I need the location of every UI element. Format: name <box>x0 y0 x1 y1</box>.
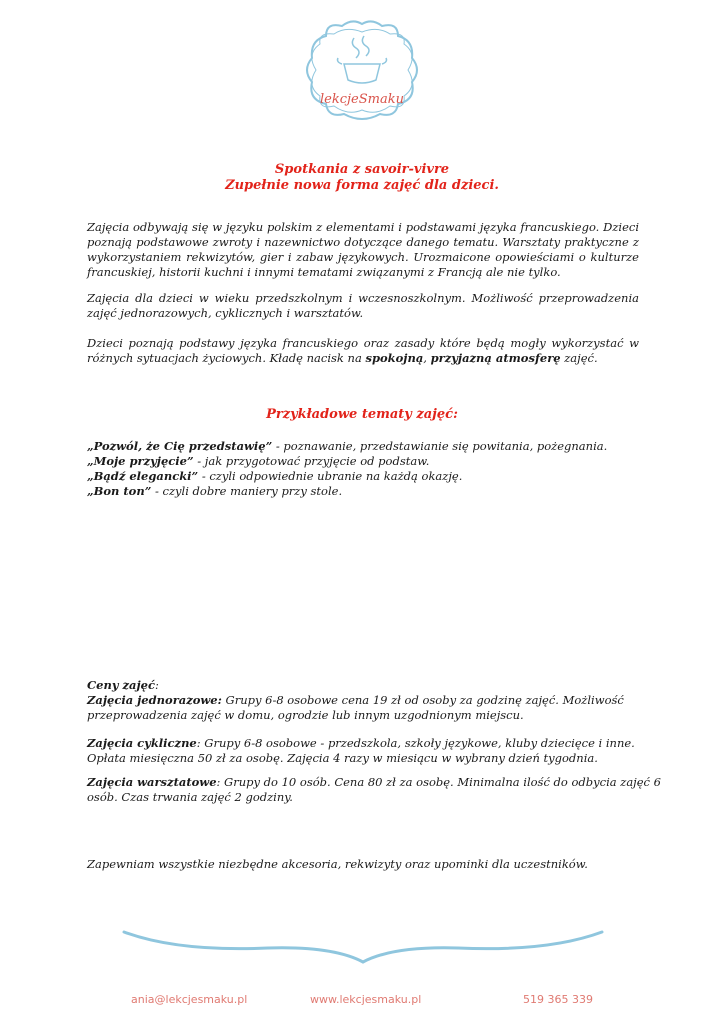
intro-p3-comma: , <box>423 351 431 365</box>
topic-item: „Bon ton” - czyli dobre maniery przy stole. <box>87 484 343 498</box>
steaming-pot-frame-icon <box>296 14 428 126</box>
heading-line-1: Spotkania z savoir-vivre <box>274 162 450 177</box>
topic-item: „Pozwól, że Cię przedstawię” - poznawanie, przedstawianie się powitania, pożegnania. <box>87 439 608 453</box>
topic-item: „Bądź elegancki” - czyli odpowiednie ubranie na każdą okazję. <box>87 469 463 483</box>
footer-email[interactable]: ania@lekcjesmaku.pl <box>131 993 248 1006</box>
intro-paragraph-1: Zajęcia odbywają się w języku polskim z elementami i podstawami języka francuskiego. Dzieci poznają podstawowe zwroty i nazewnictwo dotyczące danego tematu. Warsztaty praktyczne z wykorzystaniem rekwizytów, gier i zabaw językowych. Urozmaicone opowieściami o kulturze francuskiej, historii kuchni i innymi tematami związanymi z Francją ale nie tylko. <box>87 220 639 279</box>
decorative-wave <box>118 918 608 968</box>
closing-text: Zapewniam wszystkie niezbędne akcesoria, rekwizyty oraz upominki dla uczestników. <box>87 857 588 871</box>
price-workshop: Zajęcia warsztatowe: Grupy do 10 osób. Cena 80 zł za osobę. Minimalna ilość do odbycia zajęć 6 osób. Czas trwania zajęć 2 godziny. <box>87 775 661 804</box>
price-cyclic: Zajęcia cykliczne: Grupy 6-8 osobowe - przedszkola, szkoły językowe, kluby dziecięce i inne. Opłata miesięczna 50 zł za osobę. Zajęcia 4 razy w miesiącu w wybrany dzień tygodnia. <box>87 736 635 765</box>
topic-item: „Moje przyjęcie” - jak przygotować przyjęcie od podstaw. <box>87 454 430 468</box>
topics-title: Przykładowe tematy zajęć: <box>266 407 458 422</box>
intro-paragraph-3 <box>87 336 639 366</box>
intro-paragraph-2: Zajęcia dla dzieci w wieku przedszkolnym i wczesnoszkolnym. Możliwość przeprowadzenia zajęć jednorazowych, cyklicznych i warsztatów. <box>87 291 639 320</box>
logo <box>296 14 428 126</box>
intro-p3-bold-1: spokojną <box>365 351 424 365</box>
footer-website[interactable]: www.lekcjesmaku.pl <box>310 993 422 1006</box>
logo-text: lekcjeSmaku <box>320 92 404 107</box>
footer-phone: 519 365 339 <box>523 993 593 1006</box>
prices-title: Ceny zajęć: <box>87 678 159 692</box>
heading-line-2: Zupełnie nowa forma zajęć dla dzieci. <box>225 178 499 193</box>
intro-p3-end: zajęć. <box>560 351 598 365</box>
intro-p3-start: Dzieci poznają podstawy języka francuskiego oraz zasady które będą mogły wykorzystać w różnych sytuacjach życiowych. Kładę nacisk na <box>87 336 639 365</box>
intro-p3-bold-2: przyjazną atmosferę <box>430 351 561 365</box>
price-one-time: Zajęcia jednorazowe: Grupy 6-8 osobowe cena 19 zł od osoby za godzinę zajęć. Możliwość przeprowadzenia zajęć w domu, ogrodzie lub innym uzgodnionym miejscu. <box>87 693 624 722</box>
